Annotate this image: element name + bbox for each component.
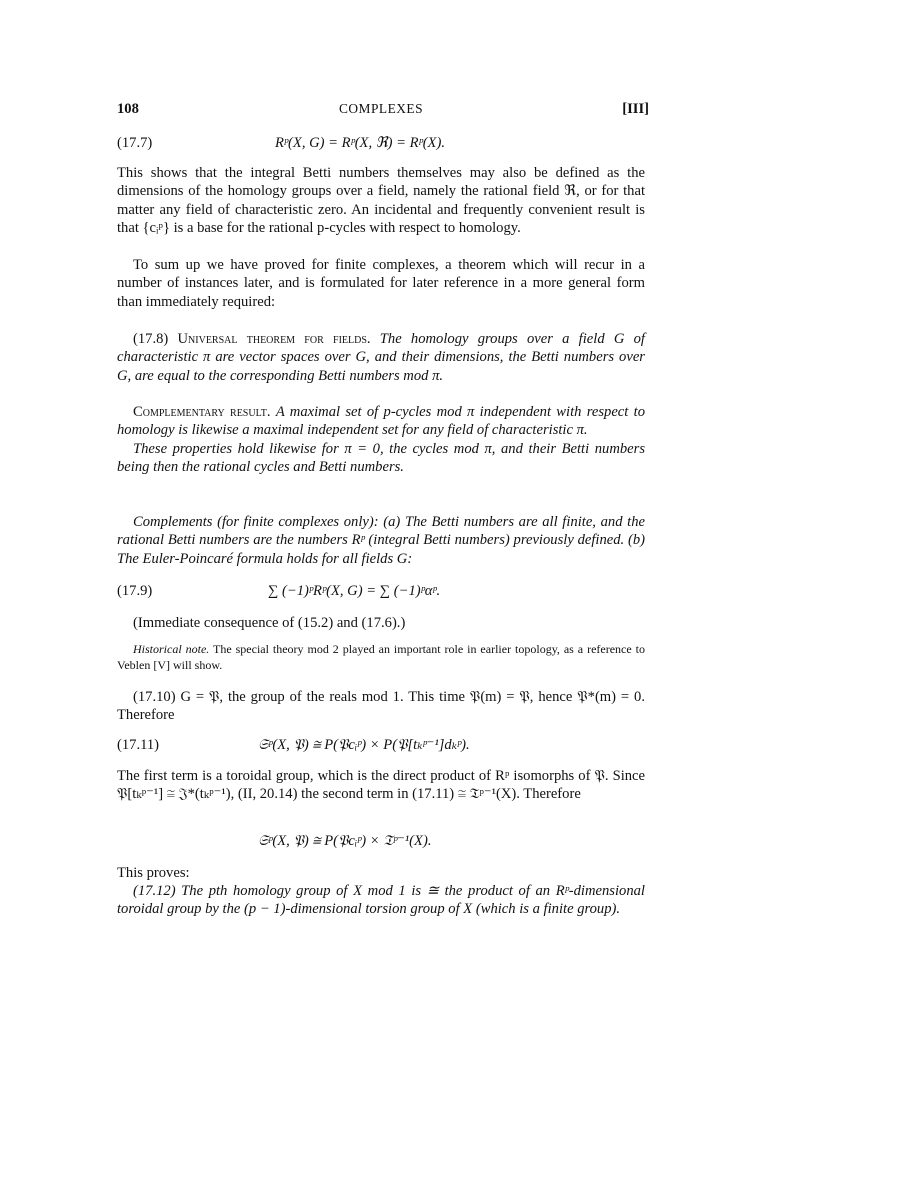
paragraph-text: This proves: [117,865,190,881]
theorem-number: (17.8) [133,331,169,347]
paragraph-text: The first term is a toroidal group, which is the direct product of Rᵖ isomorphs of 𝔓. Since 𝔓[tₖᵖ⁻¹] ≅ 𝔍*(tₖᵖ⁻¹), (II, 20.14) the second term in (17.11) ≅ 𝔗ᵖ⁻¹(X). Therefore [117,768,645,803]
equation-expression: 𝔖ᵖ(X, 𝔓) ≅ P(𝔓cᵢᵖ) × P(𝔓[tₖᵖ⁻¹]dₖᵖ). [258,737,470,753]
paragraph-text: To sum up we have proved for finite complexes, a theorem which will recur in a number of instances later, and is formulated for later reference in a more general form than immediately required: [117,257,645,310]
chapter-label: [III] [622,101,649,117]
equation-expression: 𝔖ᵖ(X, 𝔓) ≅ P(𝔓cᵢᵖ) × 𝔗ᵖ⁻¹(X). [258,833,432,849]
historical-note-text: The special theory mod 2 played an important role in earlier topology, as a reference to Veblen [V] will show. [117,642,645,672]
complements-text: Complements (for finite complexes only): (a) The Betti numbers are all finite, and the rational Betti numbers are the numbers Rᵖ (integral Betti numbers) previously defined. (b) The Euler-Poincaré formula holds for all fields G: [117,514,645,567]
complementary-text-2: These properties hold likewise for π = 0, the cycles mod π, and their Betti numbers being then the rational cycles and Betti numbers. [117,440,645,476]
paragraph-integral-betti [117,164,645,238]
running-header [117,100,649,120]
paragraph-text: (17.10) G = 𝔓, the group of the reals mod 1. This time 𝔓(m) = 𝔓, hence 𝔓*(m) = 0. Therefore [117,689,645,724]
page-number: 108 [117,101,139,117]
complementary-heading: Complementary result. [133,404,271,420]
theorem-17-12 [117,882,645,919]
equation-expression: Rᵖ(X, G) = Rᵖ(X, ℜ) = Rᵖ(X). [275,135,445,151]
complements-paragraph [117,513,645,568]
theorem-text: The homology groups over a field G of characteristic π are vector spaces over G, and their dimensions, the Betti numbers over G, are equal to the corresponding Betti numbers mod π. [117,331,645,384]
equation-expression: ∑ (−1)ᵖRᵖ(X, G) = ∑ (−1)ᵖαᵖ. [268,583,441,599]
complementary-result [117,403,645,477]
equation-label: (17.9) [117,583,153,599]
running-title: COMPLEXES [338,101,424,116]
paragraph-first-term [117,767,645,804]
equation-display [117,832,657,852]
paragraph-text: (Immediate consequence of (15.2) and (17.6).) [133,615,406,631]
equation-label: (17.11) [117,737,160,753]
paragraph-17-10 [117,688,645,725]
complementary-text: A maximal set of p-cycles mod π independent with respect to homology is likewise a maximal independent set for any field of characteristic π. [117,404,645,439]
paragraph-text: This shows that the integral Betti numbers themselves may also be defined as the dimensions of the homology groups over a field, namely the rational field ℜ, or for that matter any field of characteristic zero. An incidental and frequently convenient result is that {cᵢᵖ} is a base for the rational p-cycles with respect to homology. [117,165,645,237]
historical-note [117,641,645,673]
paragraph-this-proves [117,864,645,882]
immediate-consequence [117,614,645,632]
equation-17-9 [117,582,657,602]
historical-note-label: Historical note. [133,642,210,656]
paragraph-sum-up [117,256,645,311]
theorem-text: (17.12) The pth homology group of X mod 1 is ≅ the product of an Rᵖ-dimensional toroidal group by the (p − 1)-dimensional torsion group of X (which is a finite group). [117,883,645,918]
equation-17-11 [117,736,657,756]
theorem-heading: Universal theorem for fields. [177,331,371,347]
equation-label: (17.7) [117,135,153,151]
equation-17-7 [117,134,657,154]
theorem-17-8 [117,330,645,385]
